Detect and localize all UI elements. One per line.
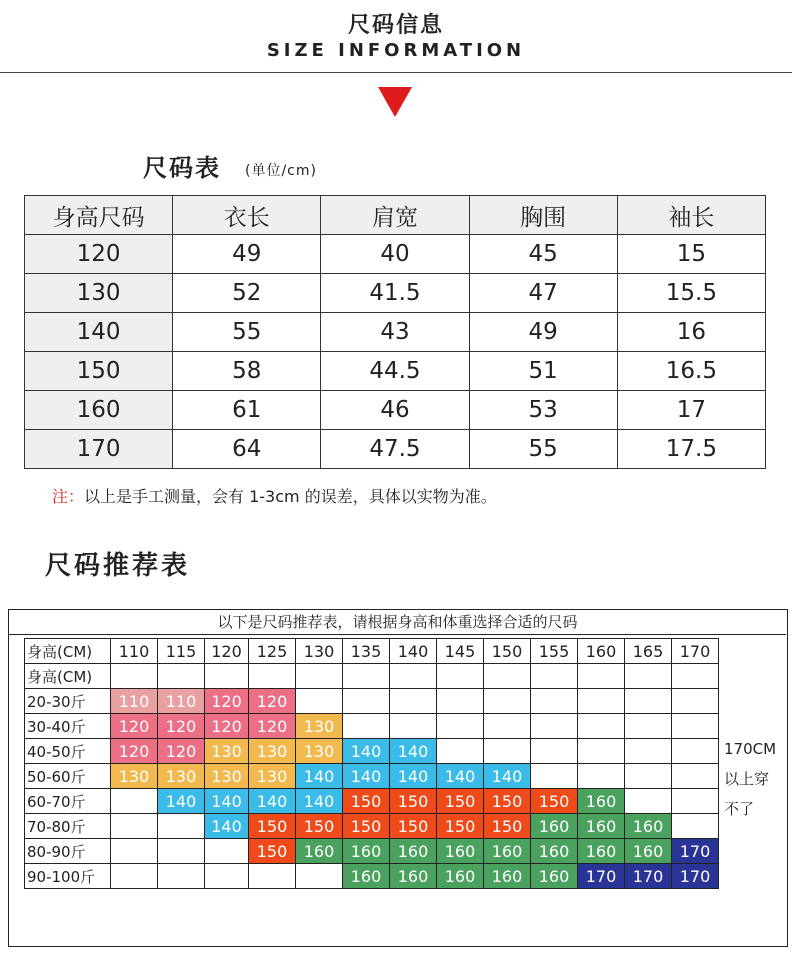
recommended-size-cell: 130 bbox=[205, 739, 249, 764]
recommended-size-cell: 140 bbox=[158, 789, 205, 814]
height-header-cell: 145 bbox=[437, 639, 484, 664]
recommended-size-cell: 140 bbox=[205, 789, 249, 814]
recommended-size-cell: 150 bbox=[484, 814, 531, 839]
empty-cell bbox=[437, 714, 484, 739]
recommended-size-cell: 120 bbox=[249, 714, 296, 739]
measurement-cell: 16.5 bbox=[617, 352, 765, 391]
note-marker: 注： bbox=[52, 487, 85, 506]
empty-cell bbox=[672, 814, 719, 839]
recommended-size-cell: 160 bbox=[625, 814, 672, 839]
page-subtitle: SIZE INFORMATION bbox=[266, 40, 526, 61]
measurement-cell: 58 bbox=[173, 352, 321, 391]
recommended-size-cell: 160 bbox=[390, 839, 437, 864]
column-header-chest: 胸围 bbox=[469, 196, 617, 235]
empty-cell bbox=[672, 714, 719, 739]
empty-cell bbox=[672, 689, 719, 714]
weight-label: 20-30斤 bbox=[25, 689, 111, 714]
empty-cell bbox=[578, 739, 625, 764]
empty-cell bbox=[158, 664, 205, 689]
recommended-size-cell: 160 bbox=[437, 864, 484, 889]
measurement-cell: 43 bbox=[321, 313, 469, 352]
empty-cell bbox=[205, 664, 249, 689]
height-header-cell: 135 bbox=[343, 639, 390, 664]
recommended-size-cell: 140 bbox=[205, 814, 249, 839]
size-chart-row bbox=[25, 313, 766, 352]
frame-tick bbox=[8, 915, 9, 927]
weight-row bbox=[25, 814, 719, 839]
measurement-cell: 47.5 bbox=[321, 430, 469, 469]
measurement-cell: 17 bbox=[617, 391, 765, 430]
measurement-cell: 17.5 bbox=[617, 430, 765, 469]
empty-cell bbox=[249, 864, 296, 889]
empty-cell bbox=[625, 764, 672, 789]
recommended-size-cell: 120 bbox=[111, 714, 158, 739]
empty-cell bbox=[296, 689, 343, 714]
recommended-size-cell: 150 bbox=[249, 839, 296, 864]
recommended-size-cell: 120 bbox=[158, 739, 205, 764]
recommended-size-cell: 160 bbox=[578, 839, 625, 864]
side-note-line: 以上穿 bbox=[724, 770, 770, 788]
recommended-size-cell: 150 bbox=[531, 789, 578, 814]
empty-cell bbox=[158, 864, 205, 889]
empty-cell bbox=[111, 789, 158, 814]
empty-cell bbox=[249, 664, 296, 689]
recommended-size-cell: 130 bbox=[249, 764, 296, 789]
size-chart-header-row bbox=[25, 196, 766, 235]
side-note-line: 170CM bbox=[724, 740, 777, 758]
measurement-cell: 49 bbox=[469, 313, 617, 352]
empty-cell bbox=[390, 689, 437, 714]
height-header-cell: 130 bbox=[296, 639, 343, 664]
measurement-cell: 15.5 bbox=[617, 274, 765, 313]
measurement-cell: 51 bbox=[469, 352, 617, 391]
recommended-size-cell: 160 bbox=[343, 864, 390, 889]
empty-cell bbox=[531, 664, 578, 689]
measurement-cell: 44.5 bbox=[321, 352, 469, 391]
empty-cell bbox=[531, 739, 578, 764]
weight-row bbox=[25, 689, 719, 714]
empty-cell bbox=[205, 864, 249, 889]
empty-cell bbox=[484, 739, 531, 764]
recommended-size-cell: 130 bbox=[205, 764, 249, 789]
size-cell: 160 bbox=[25, 391, 173, 430]
weight-row bbox=[25, 764, 719, 789]
recommended-size-cell: 140 bbox=[249, 789, 296, 814]
recommended-size-cell: 160 bbox=[343, 839, 390, 864]
measurement-cell: 16 bbox=[617, 313, 765, 352]
empty-cell bbox=[672, 664, 719, 689]
empty-cell bbox=[484, 664, 531, 689]
empty-cell bbox=[111, 664, 158, 689]
column-header-height-size: 身高尺码 bbox=[25, 196, 173, 235]
weight-row bbox=[25, 739, 719, 764]
empty-cell bbox=[531, 764, 578, 789]
recommended-size-cell: 160 bbox=[484, 864, 531, 889]
recommended-size-cell: 140 bbox=[390, 764, 437, 789]
size-cell: 150 bbox=[25, 352, 173, 391]
recommended-size-cell: 140 bbox=[437, 764, 484, 789]
size-chart-unit: (单位/cm) bbox=[245, 163, 317, 179]
empty-cell bbox=[343, 714, 390, 739]
weight-row bbox=[25, 789, 719, 814]
recommended-size-cell: 120 bbox=[205, 714, 249, 739]
empty-cell bbox=[296, 864, 343, 889]
empty-cell bbox=[390, 714, 437, 739]
recommended-size-cell: 140 bbox=[296, 789, 343, 814]
height-header-cell: 165 bbox=[625, 639, 672, 664]
height-header-cell: 140 bbox=[390, 639, 437, 664]
recommended-size-cell: 150 bbox=[437, 789, 484, 814]
recommended-size-cell: 170 bbox=[672, 864, 719, 889]
weight-label: 40-50斤 bbox=[25, 739, 111, 764]
height-header-cell: 110 bbox=[111, 639, 158, 664]
recommended-size-cell: 150 bbox=[343, 814, 390, 839]
empty-cell bbox=[578, 664, 625, 689]
empty-cell bbox=[625, 714, 672, 739]
measurement-cell: 55 bbox=[173, 313, 321, 352]
recommended-size-cell: 170 bbox=[578, 864, 625, 889]
size-chart-row bbox=[25, 274, 766, 313]
size-chart-row bbox=[25, 235, 766, 274]
measurement-cell: 53 bbox=[469, 391, 617, 430]
recommended-size-cell: 140 bbox=[484, 764, 531, 789]
recommended-size-cell: 160 bbox=[531, 814, 578, 839]
empty-cell bbox=[437, 739, 484, 764]
side-note-line: 不了 bbox=[724, 800, 755, 818]
measurement-cell: 46 bbox=[321, 391, 469, 430]
empty-cell bbox=[484, 714, 531, 739]
size-chart-table bbox=[24, 195, 766, 469]
empty-cell bbox=[296, 664, 343, 689]
column-header-shoulder: 肩宽 bbox=[321, 196, 469, 235]
weight-row bbox=[25, 714, 719, 739]
measurement-cell: 41.5 bbox=[321, 274, 469, 313]
measurement-cell: 40 bbox=[321, 235, 469, 274]
size-cell: 130 bbox=[25, 274, 173, 313]
recommended-size-cell: 160 bbox=[531, 839, 578, 864]
empty-cell bbox=[390, 664, 437, 689]
empty-cell bbox=[484, 689, 531, 714]
empty-cell bbox=[625, 664, 672, 689]
recommended-size-cell: 160 bbox=[296, 839, 343, 864]
empty-cell bbox=[343, 664, 390, 689]
empty-cell bbox=[437, 689, 484, 714]
empty-cell bbox=[672, 764, 719, 789]
height-header-cell: 125 bbox=[249, 639, 296, 664]
recommended-size-cell: 130 bbox=[158, 764, 205, 789]
measurement-cell: 49 bbox=[173, 235, 321, 274]
measurement-cell: 52 bbox=[173, 274, 321, 313]
column-header-sleeve: 袖长 bbox=[617, 196, 765, 235]
size-chart-row bbox=[25, 352, 766, 391]
recommended-size-cell: 140 bbox=[343, 764, 390, 789]
height-header-cell: 120 bbox=[205, 639, 249, 664]
height-header-cell: 170 bbox=[672, 639, 719, 664]
size-cell: 170 bbox=[25, 430, 173, 469]
side-note bbox=[724, 734, 784, 824]
recommended-size-cell: 170 bbox=[672, 839, 719, 864]
measurement-cell: 47 bbox=[469, 274, 617, 313]
empty-cell bbox=[437, 664, 484, 689]
recommended-size-cell: 160 bbox=[437, 839, 484, 864]
size-chart-title: 尺码表 bbox=[143, 154, 221, 182]
recommended-size-cell: 110 bbox=[158, 689, 205, 714]
empty-cell bbox=[625, 739, 672, 764]
empty-cell bbox=[531, 714, 578, 739]
empty-cell bbox=[578, 764, 625, 789]
recommend-subheader-row bbox=[25, 664, 719, 689]
recommended-size-cell: 130 bbox=[296, 714, 343, 739]
weight-label: 90-100斤 bbox=[25, 864, 111, 889]
column-header-length: 衣长 bbox=[173, 196, 321, 235]
measurement-note bbox=[52, 484, 497, 507]
note-text: 以上是手工测量，会有 1-3cm 的误差，具体以实物为准。 bbox=[84, 487, 497, 506]
recommended-size-cell: 150 bbox=[249, 814, 296, 839]
size-cell: 140 bbox=[25, 313, 173, 352]
measurement-cell: 15 bbox=[617, 235, 765, 274]
recommended-size-cell: 170 bbox=[625, 864, 672, 889]
empty-cell bbox=[111, 814, 158, 839]
weight-label: 50-60斤 bbox=[25, 764, 111, 789]
recommended-size-cell: 160 bbox=[578, 789, 625, 814]
recommended-size-cell: 150 bbox=[484, 789, 531, 814]
recommended-size-cell: 140 bbox=[343, 739, 390, 764]
height-header-cell: 160 bbox=[578, 639, 625, 664]
size-chart-row bbox=[25, 391, 766, 430]
recommended-size-cell: 120 bbox=[158, 714, 205, 739]
recommended-size-cell: 160 bbox=[484, 839, 531, 864]
recommend-chart-table bbox=[24, 638, 719, 889]
empty-cell bbox=[111, 839, 158, 864]
weight-label: 80-90斤 bbox=[25, 839, 111, 864]
weight-row bbox=[25, 839, 719, 864]
recommend-chart-title: 尺码推荐表 bbox=[45, 551, 191, 581]
recommended-size-cell: 150 bbox=[343, 789, 390, 814]
recommended-size-cell: 120 bbox=[249, 689, 296, 714]
recommended-size-cell: 160 bbox=[531, 864, 578, 889]
height-header-label: 身高(CM) bbox=[25, 639, 111, 664]
page-title: 尺码信息 bbox=[347, 13, 444, 38]
measurement-cell: 55 bbox=[469, 430, 617, 469]
empty-cell bbox=[111, 864, 158, 889]
height-header-cell: 115 bbox=[158, 639, 205, 664]
weight-label: 70-80斤 bbox=[25, 814, 111, 839]
weight-row bbox=[25, 864, 719, 889]
empty-cell bbox=[205, 839, 249, 864]
measurement-cell: 45 bbox=[469, 235, 617, 274]
empty-cell bbox=[625, 789, 672, 814]
recommended-size-cell: 150 bbox=[390, 789, 437, 814]
recommended-size-cell: 150 bbox=[437, 814, 484, 839]
height-header-cell: 150 bbox=[484, 639, 531, 664]
measurement-cell: 64 bbox=[173, 430, 321, 469]
down-arrow-icon bbox=[378, 87, 412, 117]
recommended-size-cell: 140 bbox=[390, 739, 437, 764]
height-header-cell: 155 bbox=[531, 639, 578, 664]
recommended-size-cell: 110 bbox=[111, 689, 158, 714]
recommended-size-cell: 130 bbox=[111, 764, 158, 789]
recommended-size-cell: 120 bbox=[205, 689, 249, 714]
empty-cell bbox=[158, 814, 205, 839]
recommended-size-cell: 130 bbox=[296, 739, 343, 764]
empty-cell bbox=[578, 689, 625, 714]
recommended-size-cell: 150 bbox=[390, 814, 437, 839]
recommended-size-cell: 160 bbox=[390, 864, 437, 889]
recommended-size-cell: 120 bbox=[111, 739, 158, 764]
empty-cell bbox=[343, 689, 390, 714]
header-divider bbox=[0, 72, 792, 73]
empty-cell bbox=[531, 689, 578, 714]
measurement-cell: 61 bbox=[173, 391, 321, 430]
recommend-header-row bbox=[25, 639, 719, 664]
recommended-size-cell: 160 bbox=[578, 814, 625, 839]
weight-label: 60-70斤 bbox=[25, 789, 111, 814]
recommended-size-cell: 130 bbox=[249, 739, 296, 764]
size-chart-row bbox=[25, 430, 766, 469]
empty-cell bbox=[625, 689, 672, 714]
recommended-size-cell: 160 bbox=[625, 839, 672, 864]
empty-cell bbox=[578, 714, 625, 739]
recommend-chart-caption: 以下是尺码推荐表，请根据身高和体重选择合适的尺码 bbox=[217, 613, 578, 631]
size-cell: 120 bbox=[25, 235, 173, 274]
weight-header-label: 身高(CM) bbox=[25, 664, 111, 689]
empty-cell bbox=[672, 739, 719, 764]
recommended-size-cell: 150 bbox=[296, 814, 343, 839]
empty-cell bbox=[672, 789, 719, 814]
empty-cell bbox=[158, 839, 205, 864]
recommended-size-cell: 140 bbox=[296, 764, 343, 789]
weight-label: 30-40斤 bbox=[25, 714, 111, 739]
caption-divider bbox=[9, 634, 786, 635]
